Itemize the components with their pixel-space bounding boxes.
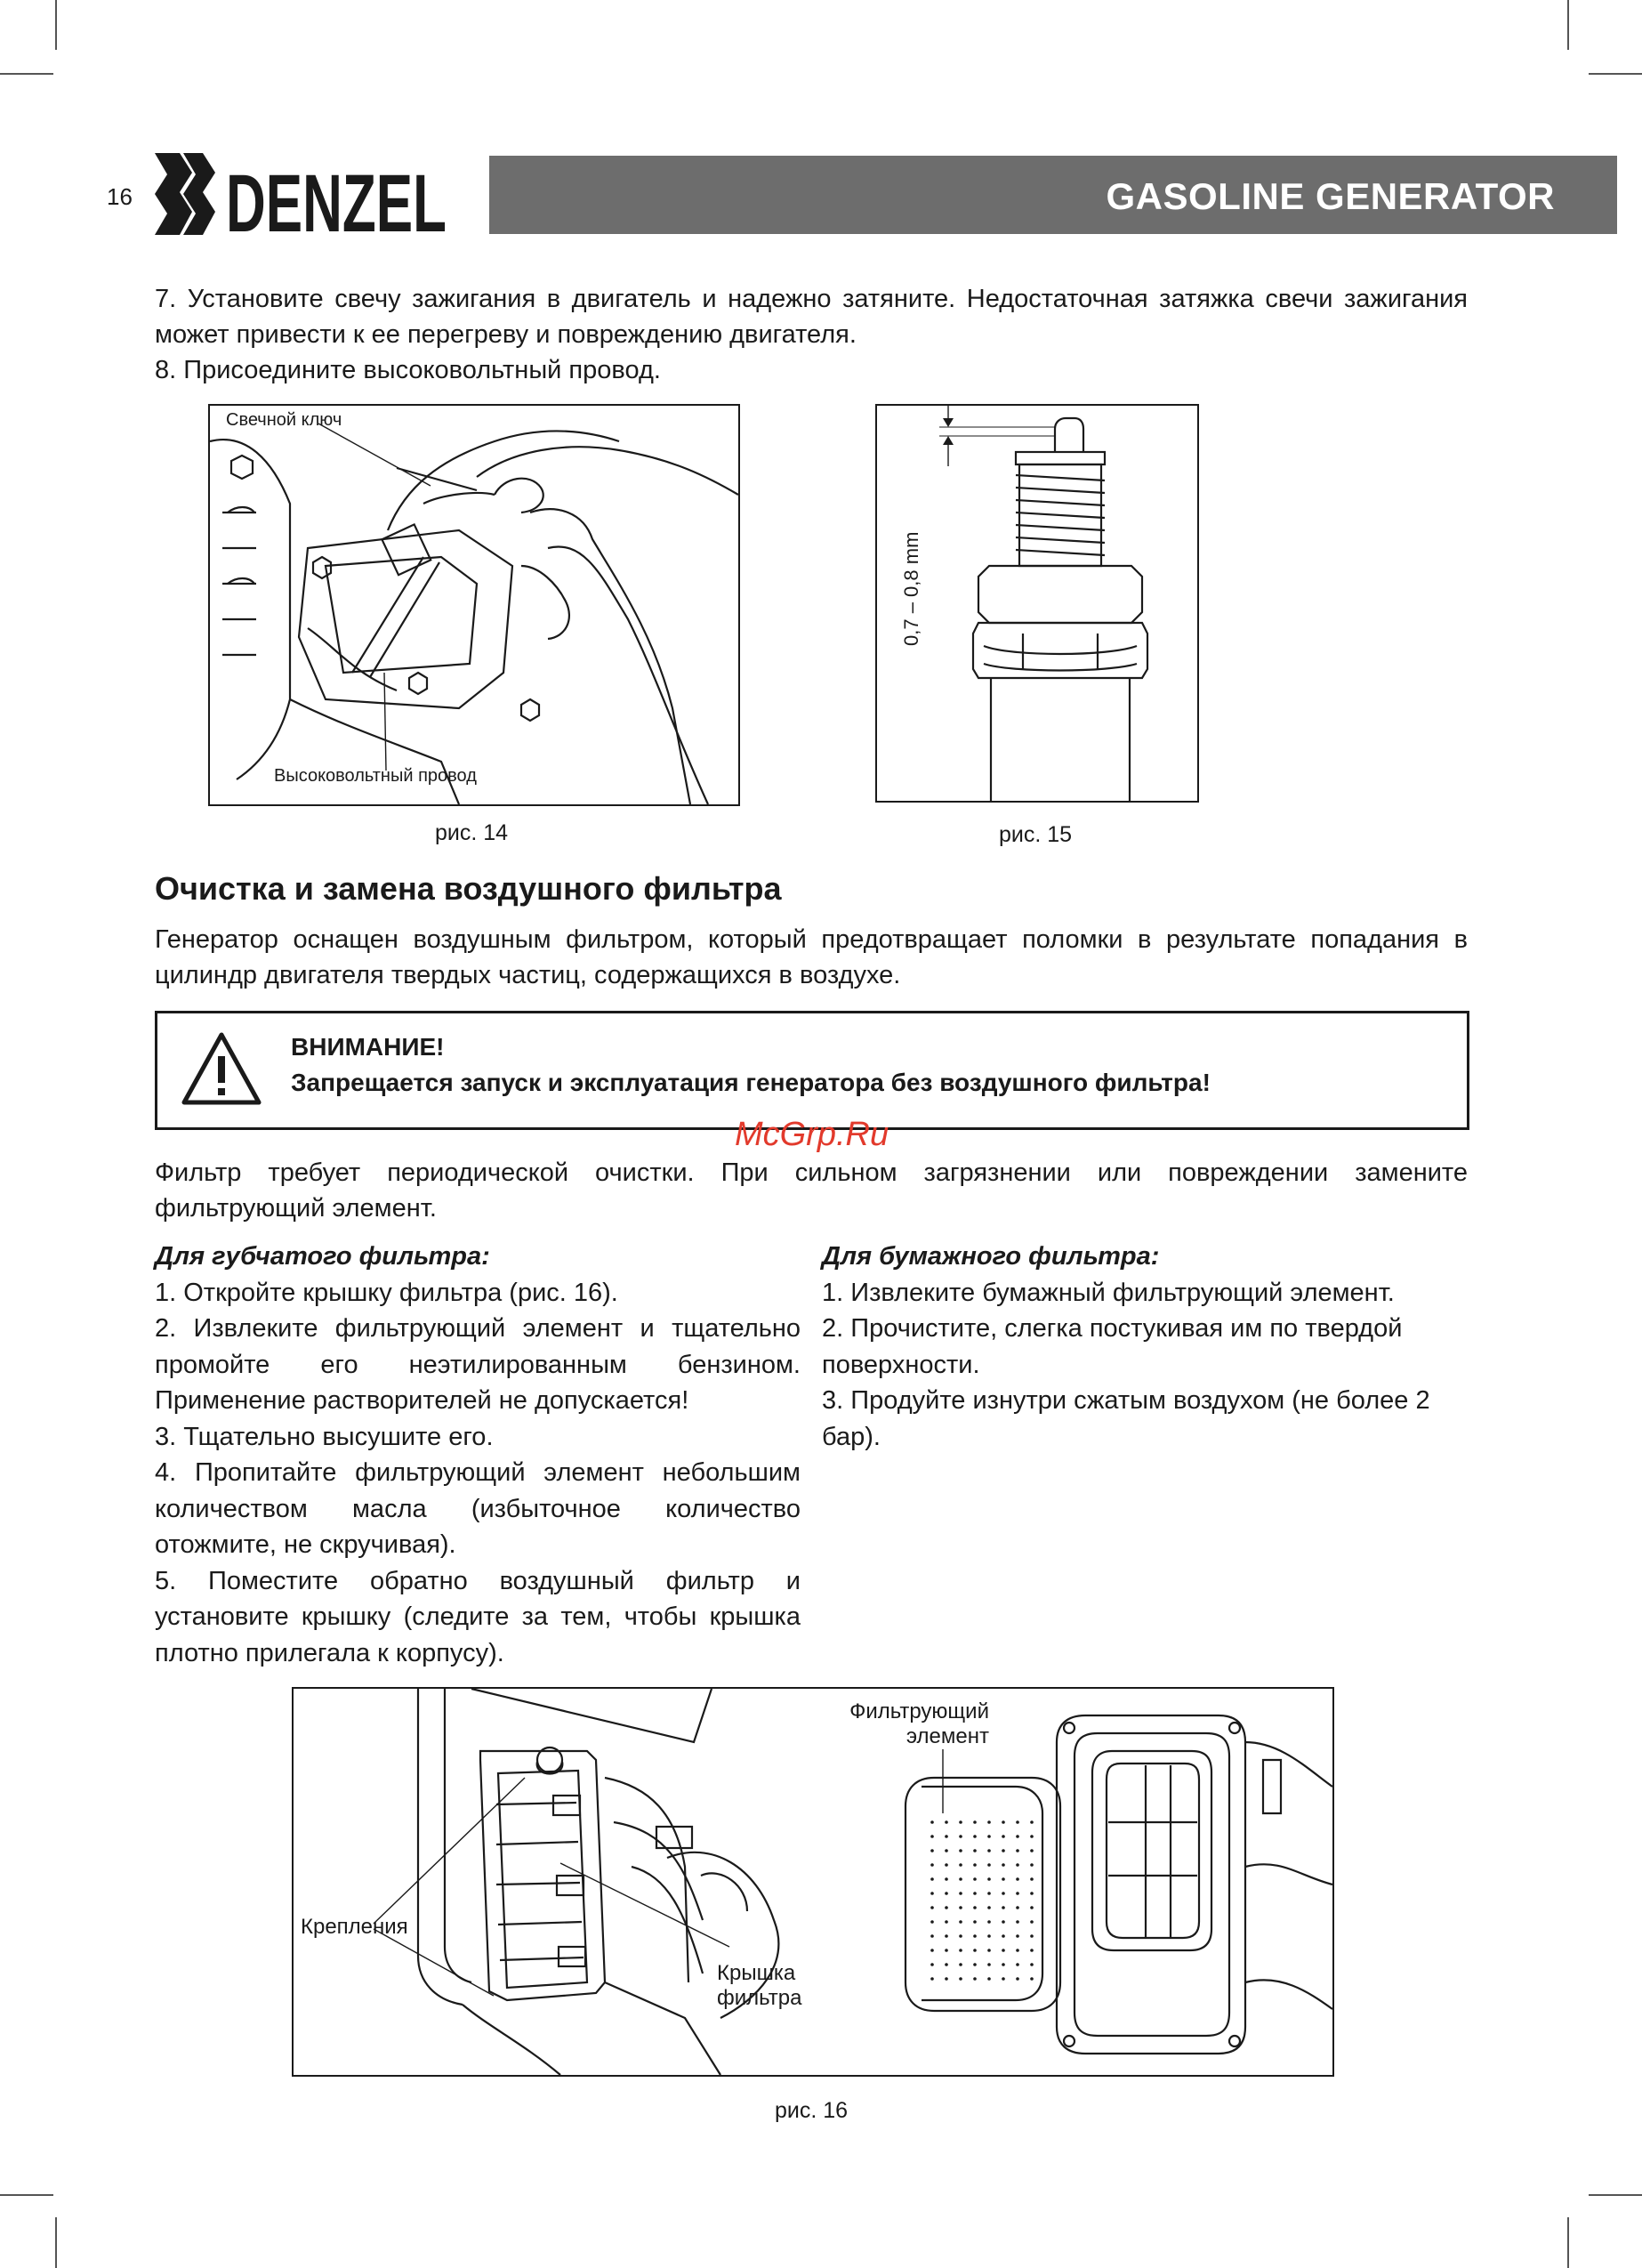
figure-15-caption: рис. 15 [998,822,1073,847]
filter-dot [1016,1849,1019,1852]
filter-dot [973,1835,977,1838]
filter-dot [973,1949,977,1952]
filter-dot [945,1949,948,1952]
filter-dot [959,1906,962,1909]
filter-dot [987,1963,991,1966]
filter-dot [987,1934,991,1938]
filter-dot [959,1949,962,1952]
crop-mark [1567,0,1569,50]
filter-dot [973,1863,977,1867]
filter-dot [973,1849,977,1852]
filter-dot [1030,1906,1034,1909]
filter-dot [959,1877,962,1881]
figure-14-spark-plug-install [208,404,740,806]
filter-dot [945,1863,948,1867]
filter-dot [987,1820,991,1824]
filter-dot [1002,1963,1005,1966]
filter-dot [1030,1949,1034,1952]
filter-dot [1002,1977,1005,1981]
paper-step: 3. Продуйте изнутри сжатым воздухом (не более 2 бар). [822,1386,1430,1451]
warning-box [155,1011,1469,1130]
sponge-step: 1. Откройте крышку фильтра (рис. 16). [155,1278,618,1307]
filter-dot [1016,1820,1019,1824]
paper-filter-heading: Для бумажного фильтра: [822,1242,1160,1271]
sponge-step: 4. Пропитайте фильтрующий элемент небольшим количеством масла (избыточное количество отожмите, не скручивая). [155,1458,801,1559]
figure-15-spark-plug-gap [875,404,1199,803]
filter-dot [930,1906,934,1909]
label-filter-element: Фильтрующий элемент [849,1699,989,1748]
filter-dot [945,1849,948,1852]
step-8: 8. Присоедините высоковольтный провод. [155,356,661,384]
filter-dot [959,1835,962,1838]
filter-dot [959,1892,962,1895]
filter-dot [930,1977,934,1981]
label-hv-wire: Высоковольтный провод [274,766,477,786]
section-intro: Генератор оснащен воздушным фильтром, который предотвращает поломки в результате попадания в цилиндр двигателя твердых частиц, содержащихся в воздухе. [155,925,1468,989]
filter-dot [1016,1934,1019,1938]
filter-dot [987,1949,991,1952]
filter-dot [959,1963,962,1966]
filter-dot [1030,1849,1034,1852]
filter-dot [959,1920,962,1924]
filter-dot [945,1906,948,1909]
label-filter-cover: Крышка фильтра [717,1961,802,2010]
sponge-filter-heading: Для губчатого фильтра: [155,1242,490,1271]
filter-dot [945,1934,948,1938]
watermark: McGrp.Ru [735,1116,889,1153]
filter-dot [930,1877,934,1881]
filter-dot [973,1920,977,1924]
filter-dot [1002,1892,1005,1895]
warning-text: Запрещается запуск и эксплуатация генератора без воздушного фильтра! [291,1069,1211,1096]
filter-dot [945,1920,948,1924]
filter-dot [973,1977,977,1981]
filter-dot [1016,1877,1019,1881]
filter-dot [945,1892,948,1895]
warning-icon [181,1031,262,1106]
filter-dot [945,1963,948,1966]
filter-dot [930,1863,934,1867]
filter-dot [959,1977,962,1981]
filter-dot [1002,1849,1005,1852]
crop-mark [1589,2194,1642,2196]
filter-dot [959,1934,962,1938]
filter-dot [1002,1949,1005,1952]
step-7: 7. Установите свечу зажигания в двигатель и надежно затяните. Недостаточная затяжка свечи зажигания может привести к ее перегреву и повреждению двигателя. [155,285,1468,349]
filter-element-dots [930,1820,1034,1981]
filter-dot [930,1892,934,1895]
paper-filter-instructions [822,1239,1464,1455]
filter-dot [930,1949,934,1952]
crop-mark [1589,73,1642,75]
filter-dot [930,1920,934,1924]
filter-dot [930,1963,934,1966]
filter-dot [1016,1835,1019,1838]
filter-dot [945,1977,948,1981]
label-spark-wrench: Свечной ключ [226,410,342,430]
crop-mark [55,2217,57,2268]
brand-logo [153,149,463,249]
filter-dot [973,1934,977,1938]
label-gap: 0,7 – 0,8 mm [900,531,922,646]
brand-name: DENZEL [226,158,447,249]
filter-dot [959,1863,962,1867]
filter-dot [1002,1920,1005,1924]
filter-dot [930,1934,934,1938]
crop-mark [1567,2217,1569,2268]
figure-16-air-filter [292,1687,1334,2077]
filter-dot [1002,1934,1005,1938]
filter-dot [930,1835,934,1838]
filter-dot [1030,1820,1034,1824]
sponge-step: 3. Тщательно высушите его. [155,1422,494,1451]
filter-dot [1030,1835,1034,1838]
filter-dot [1002,1835,1005,1838]
filter-dot [945,1835,948,1838]
crop-mark [0,2194,53,2196]
product-title: GASOLINE GENERATOR [1106,175,1555,217]
filter-dot [1030,1892,1034,1895]
filter-dot [1016,1892,1019,1895]
filter-dot [930,1820,934,1824]
filter-dot [959,1849,962,1852]
crop-mark [55,0,57,50]
filter-dot [987,1863,991,1867]
section-heading: Очистка и замена воздушного фильтра [155,870,782,907]
filter-dot [1002,1820,1005,1824]
filter-dot [945,1820,948,1824]
filter-dot [1016,1977,1019,1981]
paper-step: 2. Прочистите, слегка постукивая им по твердой поверхности. [822,1314,1403,1379]
filter-dot [1002,1877,1005,1881]
filter-dot [1016,1949,1019,1952]
filter-dot [1016,1906,1019,1909]
filter-dot [1002,1906,1005,1909]
filter-dot [1030,1920,1034,1924]
header-bar [489,156,1617,234]
filter-dot [1016,1963,1019,1966]
filter-dot [1016,1863,1019,1867]
figure-14-caption: рис. 14 [434,820,509,845]
crop-mark [0,73,53,75]
warning-title: ВНИМАНИЕ! [291,1033,445,1061]
filter-note: Фильтр требует периодической очистки. При сильном загрязнении или повреждении замените фильтрующий элемент. [155,1158,1468,1223]
filter-dot [959,1820,962,1824]
page-number: 16 [107,183,133,210]
filter-dot [1030,1934,1034,1938]
filter-dot [987,1849,991,1852]
label-mounts: Крепления [301,1915,408,1939]
filter-dot [1016,1920,1019,1924]
filter-dot [973,1892,977,1895]
filter-dot [945,1877,948,1881]
figure-16-caption: рис. 16 [774,2098,849,2123]
filter-dot [973,1820,977,1824]
filter-dot [1030,1963,1034,1966]
filter-dot [973,1877,977,1881]
sponge-step: 2. Извлеките фильтрующий элемент и тщательно промойте его неэтилированным бензином. Применение растворителей не допускается! [155,1314,801,1415]
filter-dot [1030,1863,1034,1867]
filter-dot [987,1906,991,1909]
filter-dot [987,1977,991,1981]
filter-dot [987,1877,991,1881]
filter-dot [1002,1863,1005,1867]
sponge-filter-instructions [155,1239,801,1671]
filter-dot [987,1892,991,1895]
filter-dot [973,1963,977,1966]
intro-steps [155,281,1468,388]
filter-dot [930,1849,934,1852]
paper-step: 1. Извлеките бумажный фильтрующий элемент. [822,1278,1395,1307]
filter-dot [973,1906,977,1909]
filter-dot [1030,1977,1034,1981]
filter-dot [987,1920,991,1924]
filter-dot [1030,1877,1034,1881]
sponge-step: 5. Поместите обратно воздушный фильтр и установите крышку (следите за тем, чтобы крышка плотно прилегала к корпусу). [155,1566,801,1667]
filter-dot [987,1835,991,1838]
